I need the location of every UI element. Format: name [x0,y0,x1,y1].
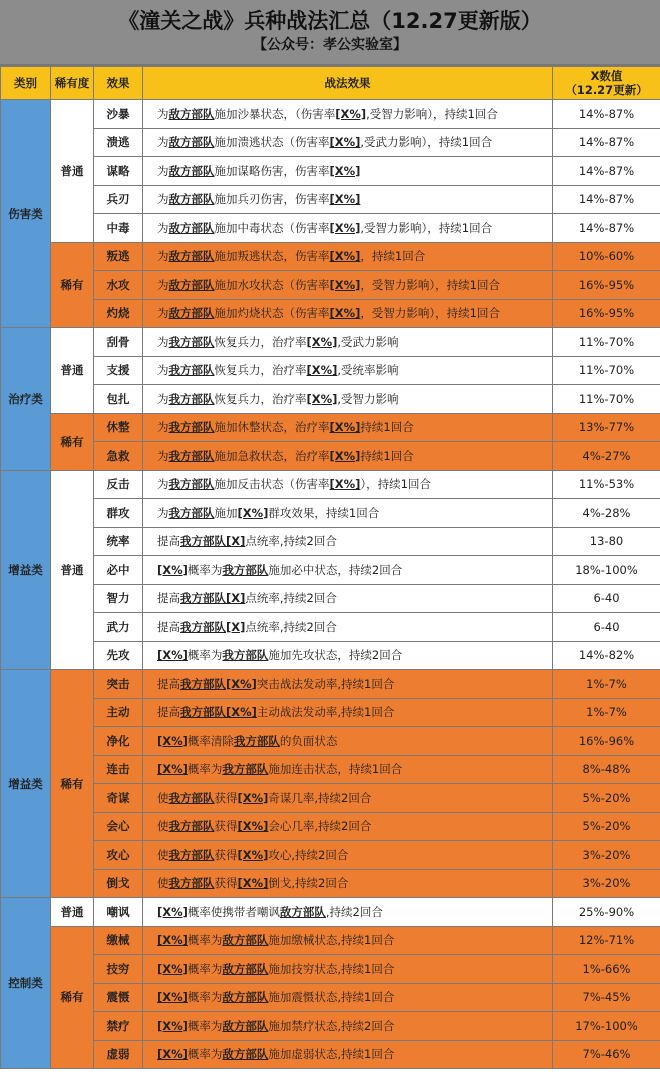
description-cell: [X%]概率清除我方部队的负面状态 [143,727,553,756]
highlight-term: 我方部队 [180,534,226,549]
effect-cell: 武力 [94,613,143,642]
description-cell: 使我方部队获得[X%]攻心,持续2回合 [143,841,553,870]
highlight-term: 敌方部队 [168,163,215,178]
value-cell: 12%-71% [553,926,660,955]
highlight-term: [X%] [306,363,338,378]
rarity-cell: 普通 [51,898,94,927]
highlight-term: [X%] [226,705,257,720]
table-row [1,755,660,784]
effect-cell: 嘲讽 [94,898,143,927]
table-row [1,328,660,357]
description-cell: [X%]概率为我方部队施加必中状态，持续2回合 [143,556,553,585]
highlight-term: 我方部队 [168,448,215,463]
description-cell: 为我方部队施加休整状态，治疗率[X%]持续1回合 [143,413,553,442]
tactics-table [0,66,660,1069]
effect-cell: 缴械 [94,926,143,955]
table-row [1,898,660,927]
header-effect: 效果 [94,67,143,100]
table-row [1,812,660,841]
table-row [1,470,660,499]
table-row [1,727,660,756]
effect-cell: 震慑 [94,983,143,1012]
table-row [1,641,660,670]
highlight-term: [X%] [237,847,269,862]
highlight-term: 敌方部队 [168,192,215,207]
description-cell: 提高我方部队[X%]主动战法发动率,持续1回合 [143,698,553,727]
value-cell: 6-40 [553,613,660,642]
rarity-cell: 普通 [51,100,94,243]
highlight-term: [X%] [237,505,269,520]
value-cell: 14%-87% [553,214,660,243]
page-title: 《潼关之战》兵种战法汇总（12.27更新版） [118,9,542,33]
highlight-term: [X%] [157,733,188,748]
highlight-term: 我方部队 [168,363,215,378]
effect-cell: 先攻 [94,641,143,670]
value-cell: 17%-100% [553,1012,660,1041]
description-cell: 提高我方部队[X]点统率,持续2回合 [143,584,553,613]
table-row [1,499,660,528]
highlight-term: 我方部队 [180,591,226,606]
header-value [553,67,660,100]
effect-cell: 刮骨 [94,328,143,357]
highlight-term: [X%] [237,790,269,805]
highlight-term: [X%] [157,904,188,919]
description-cell: [X%]概率为我方部队施加连击状态，持续1回合 [143,755,553,784]
description-cell: [X%]概率使携带者嘲讽敌方部队,持续2回合 [143,898,553,927]
table-row [1,299,660,328]
effect-cell: 技穷 [94,955,143,984]
value-cell: 10%-60% [553,242,660,271]
highlight-term: [X%] [157,648,188,663]
highlight-term: 我方部队 [222,562,269,577]
value-cell: 3%-20% [553,869,660,898]
effect-cell: 奇谋 [94,784,143,813]
effect-cell: 智力 [94,584,143,613]
value-cell: 13%-77% [553,413,660,442]
highlight-term: [X%] [157,961,188,976]
description-cell: 使我方部队获得[X%]奇谋几率,持续2回合 [143,784,553,813]
description-cell: 为敌方部队施加水攻状态（伤害率[X%]，受智力影响），持续1回合 [143,271,553,300]
rarity-cell: 普通 [51,470,94,670]
description-cell: 使我方部队获得[X%]会心几率,持续2回合 [143,812,553,841]
table-row [1,584,660,613]
effect-cell: 突击 [94,670,143,699]
effect-cell: 支援 [94,356,143,385]
highlight-term: 敌方部队 [168,220,215,235]
description-cell: 为我方部队施加[X%]群攻效果，持续1回合 [143,499,553,528]
highlight-term: [X] [226,619,246,634]
value-cell: 14%-87% [553,157,660,186]
description-cell: 为敌方部队施加谋略伤害，伤害率[X%] [143,157,553,186]
highlight-term: 我方部队 [222,648,269,663]
table-row [1,527,660,556]
description-cell: [X%]概率为敌方部队施加技穷状态,持续1回合 [143,955,553,984]
value-cell: 11%-53% [553,470,660,499]
highlight-term: [X%] [157,562,188,577]
table-row [1,869,660,898]
description-cell: 为敌方部队施加兵刃伤害，伤害率[X%] [143,185,553,214]
highlight-term: [X%] [157,933,188,948]
effect-cell: 净化 [94,727,143,756]
category-cell: 增益类 [1,670,51,898]
highlight-term: 我方部队 [222,762,269,777]
highlight-term: [X%] [329,477,361,492]
highlight-term: 我方部队 [180,705,226,720]
table-row [1,100,660,129]
highlight-term: [X%] [329,306,361,321]
effect-cell: 叛逃 [94,242,143,271]
rarity-cell: 普通 [51,328,94,414]
category-cell: 控制类 [1,898,51,1069]
value-cell: 4%-28% [553,499,660,528]
description-cell: 为我方部队恢复兵力，治疗率[X%],受智力影响 [143,385,553,414]
value-cell: 16%-96% [553,727,660,756]
highlight-term: 敌方部队 [222,1018,269,1033]
description-cell: 为我方部队恢复兵力，治疗率[X%],受统率影响 [143,356,553,385]
highlight-term: 我方部队 [168,876,215,891]
effect-cell: 谋略 [94,157,143,186]
description-cell: [X%]概率为敌方部队施加虚弱状态,持续1回合 [143,1040,553,1069]
rarity-cell: 稀有 [51,926,94,1069]
rarity-cell: 稀有 [51,242,94,328]
table-row [1,185,660,214]
highlight-term: [X%] [329,163,361,178]
table-row [1,356,660,385]
table-row [1,157,660,186]
value-cell: 6-40 [553,584,660,613]
table-row [1,613,660,642]
value-cell: 11%-70% [553,385,660,414]
table-row [1,983,660,1012]
table-row [1,1012,660,1041]
table-row [1,556,660,585]
value-cell: 14%-87% [553,185,660,214]
effect-cell: 沙暴 [94,100,143,129]
value-cell: 1%-7% [553,698,660,727]
highlight-term: [X] [226,534,246,549]
highlight-term: [X%] [329,249,361,264]
effect-cell: 中毒 [94,214,143,243]
value-cell: 7%-46% [553,1040,660,1069]
table-row [1,1040,660,1069]
highlight-term: [X%] [329,448,361,463]
highlight-term: 我方部队 [180,676,226,691]
table-row [1,385,660,414]
highlight-term: [X%] [157,1018,188,1033]
highlight-term: 敌方部队 [168,106,215,121]
effect-cell: 水攻 [94,271,143,300]
highlight-term: [X%] [237,876,269,891]
effect-cell: 连击 [94,755,143,784]
rarity-cell: 稀有 [51,670,94,898]
table-body [1,100,660,1069]
value-cell: 14%-82% [553,641,660,670]
table-row [1,698,660,727]
value-cell: 11%-70% [553,356,660,385]
highlight-term: 我方部队 [168,420,215,435]
table-row [1,926,660,955]
highlight-term: [X%] [329,192,361,207]
table-row [1,442,660,471]
highlight-term: 我方部队 [168,790,215,805]
rarity-cell: 稀有 [51,413,94,470]
description-cell: [X%]概率为敌方部队施加禁疗状态,持续2回合 [143,1012,553,1041]
table-header-row [1,67,660,100]
highlight-term: 敌方部队 [168,277,215,292]
table-row [1,955,660,984]
effect-cell: 倒戈 [94,869,143,898]
header-category: 类别 [1,67,51,100]
value-cell: 16%-95% [553,299,660,328]
highlight-term: 我方部队 [168,505,215,520]
value-cell: 13-80 [553,527,660,556]
category-cell: 伤害类 [1,100,51,328]
highlight-term: [X%] [157,762,188,777]
effect-cell: 反击 [94,470,143,499]
highlight-term: 我方部队 [233,733,280,748]
highlight-term: 我方部队 [168,477,215,492]
value-cell: 4%-27% [553,442,660,471]
page-subtitle: 【公众号：孝公实验室】 [253,37,407,53]
description-cell: 为敌方部队施加中毒状态（伤害率[X%],受智力影响），持续1回合 [143,214,553,243]
effect-cell: 攻心 [94,841,143,870]
table-row [1,214,660,243]
table-row [1,271,660,300]
effect-cell: 统率 [94,527,143,556]
highlight-term: 敌方部队 [168,249,215,264]
highlight-term: 我方部队 [168,334,215,349]
effect-cell: 主动 [94,698,143,727]
value-cell: 5%-20% [553,784,660,813]
value-cell: 3%-20% [553,841,660,870]
value-cell: 18%-100% [553,556,660,585]
highlight-term: 敌方部队 [222,961,269,976]
effect-cell: 必中 [94,556,143,585]
highlight-term: [X%] [306,334,338,349]
highlight-term: 我方部队 [168,819,215,834]
table-row [1,841,660,870]
header-value-line1: X数值 [590,69,623,83]
value-cell: 11%-70% [553,328,660,357]
description-cell: 为敌方部队施加沙暴状态，（伤害率[X%],受智力影响），持续1回合 [143,100,553,129]
table-row [1,784,660,813]
value-cell: 16%-95% [553,271,660,300]
highlight-term: 我方部队 [168,391,215,406]
value-cell: 14%-87% [553,128,660,157]
highlight-term: [X%] [329,277,361,292]
highlight-term: [X%] [157,990,188,1005]
highlight-term: [X%] [335,106,367,121]
highlight-term: [X%] [226,676,257,691]
effect-cell: 虚弱 [94,1040,143,1069]
effect-cell: 兵刃 [94,185,143,214]
value-cell: 5%-20% [553,812,660,841]
effect-cell: 休整 [94,413,143,442]
description-cell: [X%]概率为敌方部队施加缴械状态,持续1回合 [143,926,553,955]
highlight-term: [X%] [329,420,361,435]
highlight-term: [X%] [237,819,269,834]
effect-cell: 灼烧 [94,299,143,328]
value-cell: 25%-90% [553,898,660,927]
table-row [1,242,660,271]
description-cell: 提高我方部队[X%]突击战法发动率,持续1回合 [143,670,553,699]
highlight-term: 我方部队 [168,847,215,862]
highlight-term: [X] [226,591,246,606]
highlight-term: [X%] [157,1047,188,1062]
category-cell: 治疗类 [1,328,51,471]
effect-cell: 会心 [94,812,143,841]
highlight-term: 敌方部队 [222,933,269,948]
description-cell: 为敌方部队施加溃逃状态（伤害率[X%],受武力影响），持续1回合 [143,128,553,157]
description-cell: 为我方部队恢复兵力，治疗率[X%],受武力影响 [143,328,553,357]
highlight-term: 敌方部队 [168,306,215,321]
description-cell: [X%]概率为敌方部队施加震慑状态,持续1回合 [143,983,553,1012]
highlight-term: 敌方部队 [222,990,269,1005]
effect-cell: 急救 [94,442,143,471]
description-cell: 为我方部队施加急救状态，治疗率[X%]持续1回合 [143,442,553,471]
highlight-term: 敌方部队 [222,1047,269,1062]
description-cell: 为敌方部队施加叛逃状态，伤害率[X%]，持续1回合 [143,242,553,271]
effect-cell: 禁疗 [94,1012,143,1041]
value-cell: 8%-48% [553,755,660,784]
description-cell: 为敌方部队施加灼烧状态（伤害率[X%]，受智力影响），持续1回合 [143,299,553,328]
description-cell: 为我方部队施加反击状态（伤害率[X%]），持续1回合 [143,470,553,499]
highlight-term: 敌方部队 [279,904,326,919]
highlight-term: 敌方部队 [168,135,215,150]
highlight-term: [X%] [306,391,338,406]
description-cell: 提高我方部队[X]点统率,持续2回合 [143,613,553,642]
description-cell: 提高我方部队[X]点统率,持续2回合 [143,527,553,556]
table-row [1,128,660,157]
value-cell: 7%-45% [553,983,660,1012]
header-description: 战法效果 [143,67,553,100]
value-cell: 1%-66% [553,955,660,984]
highlight-term: [X%] [329,220,361,235]
highlight-term: 我方部队 [180,619,226,634]
effect-cell: 溃逃 [94,128,143,157]
effect-cell: 群攻 [94,499,143,528]
header-value-line2: （12.27更新） [565,83,648,97]
description-cell: 使我方部队获得[X%]倒戈,持续2回合 [143,869,553,898]
category-cell: 增益类 [1,470,51,670]
value-cell: 1%-7% [553,670,660,699]
highlight-term: [X%] [329,135,361,150]
title-bar [0,0,660,66]
description-cell: [X%]概率为我方部队施加先攻状态，持续2回合 [143,641,553,670]
value-cell: 14%-87% [553,100,660,129]
table-row [1,413,660,442]
table-row [1,670,660,699]
header-rarity: 稀有度 [51,67,94,100]
effect-cell: 包扎 [94,385,143,414]
